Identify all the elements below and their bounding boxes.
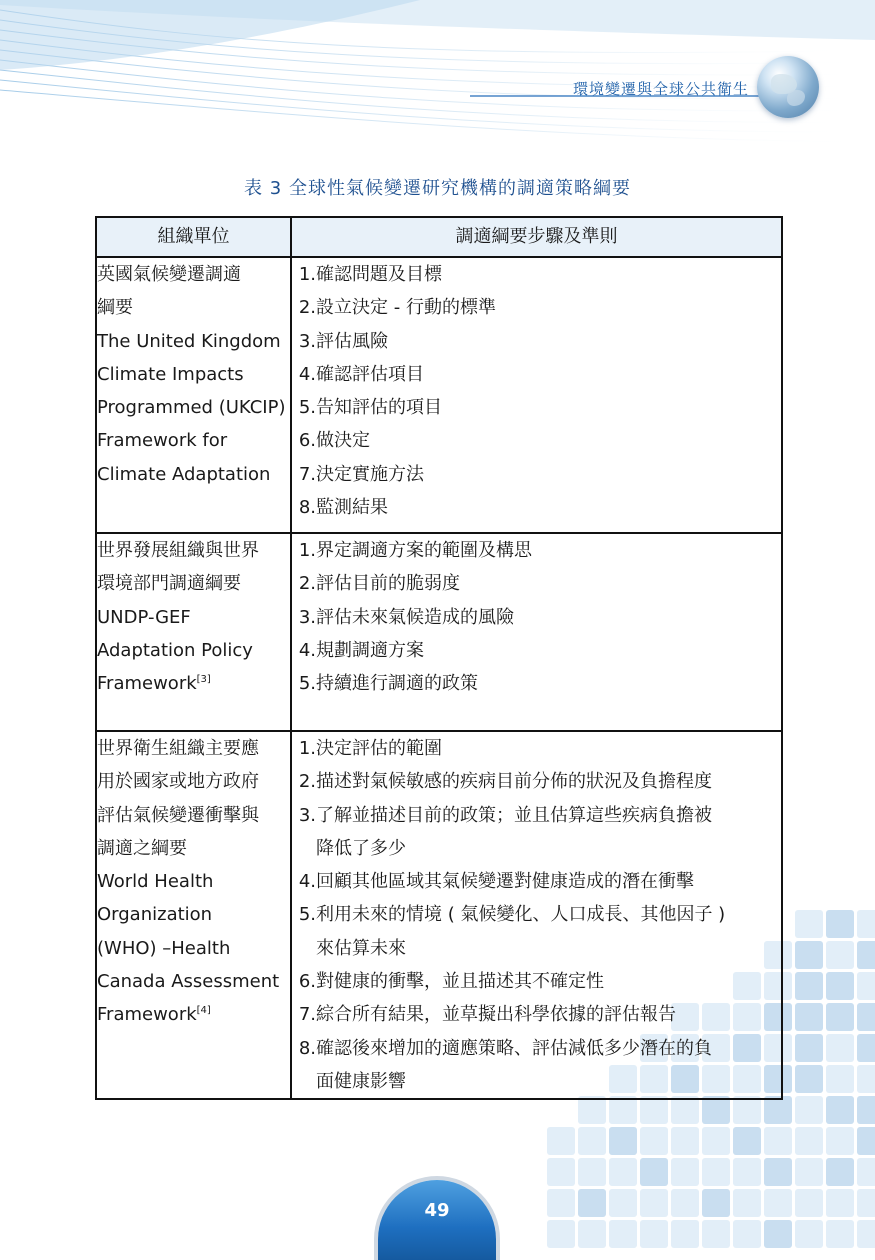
step-item [292,458,781,491]
background-square [671,1127,699,1155]
organization-text: Framework [97,1004,197,1026]
organization-text: Organization [97,904,213,926]
background-square [795,1096,823,1124]
organization-text: Adaptation Policy [97,639,253,661]
step-number: 4. [298,871,316,893]
step-item [292,634,781,667]
step-text: 確認評估項目 [316,363,424,385]
organization-line [97,965,290,998]
step-text-continued: 來估算未來 [316,937,406,959]
step-number: 1. [298,540,316,561]
step-text-wrap [316,458,781,491]
step-number: 4. [298,639,316,661]
step-text-wrap [316,1032,781,1099]
background-square [702,1127,730,1155]
organization-text: 用於國家或地方政府 [97,771,259,793]
organization-line [97,325,290,358]
step-item [292,258,781,291]
background-square [795,1127,823,1155]
step-text-wrap [316,965,781,998]
background-square [733,1127,761,1155]
step-text-wrap [316,634,781,667]
step-text: 描述對氣候敏感的疾病目前分佈的狀況及負擔程度 [316,771,712,793]
background-square [795,1065,823,1093]
background-square [702,1220,730,1248]
step-item [292,998,781,1031]
steps-list [292,732,781,1098]
step-item [292,732,781,765]
background-square [578,1127,606,1155]
organization-text: Climate Impacts [97,363,244,385]
organization-text: 世界衛生組織主要應 [97,738,259,759]
step-number: 1. [298,264,316,285]
background-square [764,1127,792,1155]
step-text: 評估目前的脆弱度 [316,573,460,595]
step-item [292,391,781,424]
background-square [857,941,875,969]
step-item [292,1032,781,1099]
step-item [292,567,781,600]
background-square [826,1220,854,1248]
organization-line [97,358,290,391]
organization-line [97,998,290,1031]
step-item [292,534,781,567]
table-row [96,731,782,1099]
organization-text: 調適之綱要 [97,837,187,859]
background-square [609,1127,637,1155]
background-square [826,941,854,969]
step-text-wrap [316,998,781,1031]
background-square [547,1220,575,1248]
background-square [857,1189,875,1217]
step-text-wrap [316,258,781,291]
step-text: 了解並描述目前的政策；並且估算這些疾病負擔被 [316,804,712,826]
step-text-wrap [316,291,781,324]
step-item [292,965,781,998]
step-number: 7. [298,1004,316,1026]
organization-line [97,291,290,324]
organization-line [97,567,290,600]
organization-line [97,258,290,291]
step-number: 5. [298,673,316,695]
organization-cell [96,533,291,731]
background-square [733,1189,761,1217]
steps-list [292,258,781,524]
organization-line [97,932,290,965]
step-text-wrap [316,325,781,358]
background-square [857,1065,875,1093]
step-item [292,898,781,965]
step-item [292,865,781,898]
background-square [826,1127,854,1155]
step-text: 做決定 [316,430,370,452]
organization-line [97,732,290,765]
background-square [795,941,823,969]
organization-cell [96,257,291,533]
step-number: 7. [298,463,316,485]
step-number: 2. [298,297,316,319]
background-square [826,1065,854,1093]
step-text: 對健康的衝擊，並且描述其不確定性 [316,971,604,993]
step-number: 3. [298,804,316,826]
step-text: 設立決定 - 行動的標準 [316,297,496,319]
background-square [826,1189,854,1217]
step-text: 持續進行調適的政策 [316,673,478,695]
steps-cell [291,257,782,533]
step-text: 決定實施方法 [316,463,424,485]
background-square [640,1189,668,1217]
background-square [764,1158,792,1186]
background-square [609,1158,637,1186]
step-number: 1. [298,738,316,759]
background-square [764,1189,792,1217]
step-number: 8. [298,497,316,519]
table-caption: 表 3 全球性氣候變遷研究機構的調適策略綱要 [244,178,631,199]
step-number: 3. [298,330,316,352]
organization-line [97,898,290,931]
step-item [292,799,781,866]
step-number: 4. [298,363,316,385]
step-text-wrap [316,534,781,567]
step-text: 告知評估的項目 [316,397,442,419]
background-square [826,1034,854,1062]
step-item [292,325,781,358]
organization-line [97,667,290,700]
background-square [609,1220,637,1248]
step-number: 8. [298,1037,316,1059]
background-square [764,1220,792,1248]
step-number: 5. [298,904,316,926]
background-square [609,1189,637,1217]
reference-superscript: [3] [196,674,211,686]
step-number: 6. [298,430,316,452]
background-square [702,1189,730,1217]
table-row [96,257,782,533]
background-square [578,1158,606,1186]
step-text-wrap [316,601,781,634]
background-square [795,1158,823,1186]
organization-text: Climate Adaptation [97,463,271,485]
step-text: 評估風險 [316,330,388,352]
background-square [857,910,875,938]
background-square [671,1220,699,1248]
background-square [795,910,823,938]
organization-line [97,601,290,634]
step-number: 5. [298,397,316,419]
background-square [826,1158,854,1186]
running-title: 環境變遷與全球公共衛生 [572,80,749,98]
organization-text: (WHO) –Health [97,937,231,959]
step-number: 3. [298,606,316,628]
organization-cell [96,731,291,1099]
background-square [578,1189,606,1217]
organization-text: 環境部門調適綱要 [97,573,241,595]
background-square [857,1158,875,1186]
background-square [671,1158,699,1186]
background-square [733,1158,761,1186]
step-text-wrap [316,424,781,457]
step-item [292,667,781,700]
globe-icon [757,56,819,118]
header-organization: 組織單位 [96,217,291,257]
background-square [857,1096,875,1124]
organization-text: Programmed (UKCIP) [97,397,286,419]
table-row [96,533,782,731]
step-text: 評估未來氣候造成的風險 [316,606,514,628]
step-number: 2. [298,771,316,793]
organization-line [97,765,290,798]
background-square [547,1158,575,1186]
step-item [292,765,781,798]
organization-text: World Health [97,871,214,893]
step-text: 綜合所有結果，並草擬出科學依據的評估報告 [316,1004,676,1026]
background-square [857,1220,875,1248]
step-text: 監測結果 [316,497,388,519]
organization-text: Framework [97,673,197,695]
background-square [640,1127,668,1155]
step-text-wrap [316,799,781,866]
background-square [578,1220,606,1248]
step-item [292,424,781,457]
background-square [857,1127,875,1155]
step-text-wrap [316,391,781,424]
step-text-wrap [316,765,781,798]
step-text-continued: 降低了多少 [316,837,406,859]
background-square [826,972,854,1000]
organization-line [97,458,290,491]
step-text: 決定評估的範圍 [316,738,442,759]
background-square [795,1003,823,1031]
steps-cell [291,731,782,1099]
organization-text: 世界發展組織與世界 [97,540,259,561]
step-item [292,601,781,634]
organization-text: UNDP-GEF [97,606,191,628]
background-square [826,910,854,938]
step-text: 確認問題及目標 [316,264,442,285]
background-square [795,1220,823,1248]
step-text: 界定調適方案的範圍及構思 [316,540,532,561]
organization-line [97,799,290,832]
organization-line [97,534,290,567]
step-number: 6. [298,971,316,993]
background-square [733,1220,761,1248]
background-square [826,1003,854,1031]
organization-text: The United Kingdom [97,330,281,352]
step-item [292,291,781,324]
background-square [547,1127,575,1155]
background-square [640,1158,668,1186]
step-item [292,358,781,391]
organization-text: Framework for [97,430,228,452]
step-text: 回顧其他區域其氣候變遷對健康造成的潛在衝擊 [316,871,694,893]
step-text-wrap [316,732,781,765]
organization-text: 綱要 [97,297,133,319]
steps-cell [291,533,782,731]
table-body [96,257,782,1099]
background-square [640,1220,668,1248]
background-square [857,1034,875,1062]
organization-line [97,832,290,865]
steps-list [292,534,781,700]
reference-superscript: [4] [196,1005,211,1017]
header-steps: 調適綱要步驟及準則 [291,217,782,257]
background-square [826,1096,854,1124]
organization-line [97,634,290,667]
background-square [547,1189,575,1217]
step-number: 2. [298,573,316,595]
background-square [795,972,823,1000]
step-text-wrap [316,567,781,600]
step-text-wrap [316,667,781,700]
step-text-wrap [316,358,781,391]
step-text-continued: 面健康影響 [316,1070,406,1092]
organization-line [97,391,290,424]
organization-line [97,424,290,457]
step-text: 規劃調適方案 [316,639,424,661]
organization-text: 英國氣候變遷調適 [97,264,241,285]
step-item [292,491,781,524]
background-square [795,1189,823,1217]
background-square [671,1189,699,1217]
step-text: 利用未來的情境 ( 氣候變化、人口成長、其他因子 ) [316,904,726,926]
organization-text: Canada Assessment [97,971,280,993]
background-square [857,1003,875,1031]
page-number: 49 [424,1200,450,1221]
table-header-row [96,217,782,257]
step-text-wrap [316,865,781,898]
step-text: 確認後來增加的適應策略、評估減低多少潛在的負 [316,1037,712,1059]
organization-text: 評估氣候變遷衝擊與 [97,804,259,826]
strategy-table [95,216,783,1100]
step-text-wrap [316,491,781,524]
background-square [702,1158,730,1186]
background-square [857,972,875,1000]
background-square [795,1034,823,1062]
step-text-wrap [316,898,781,965]
organization-line [97,865,290,898]
